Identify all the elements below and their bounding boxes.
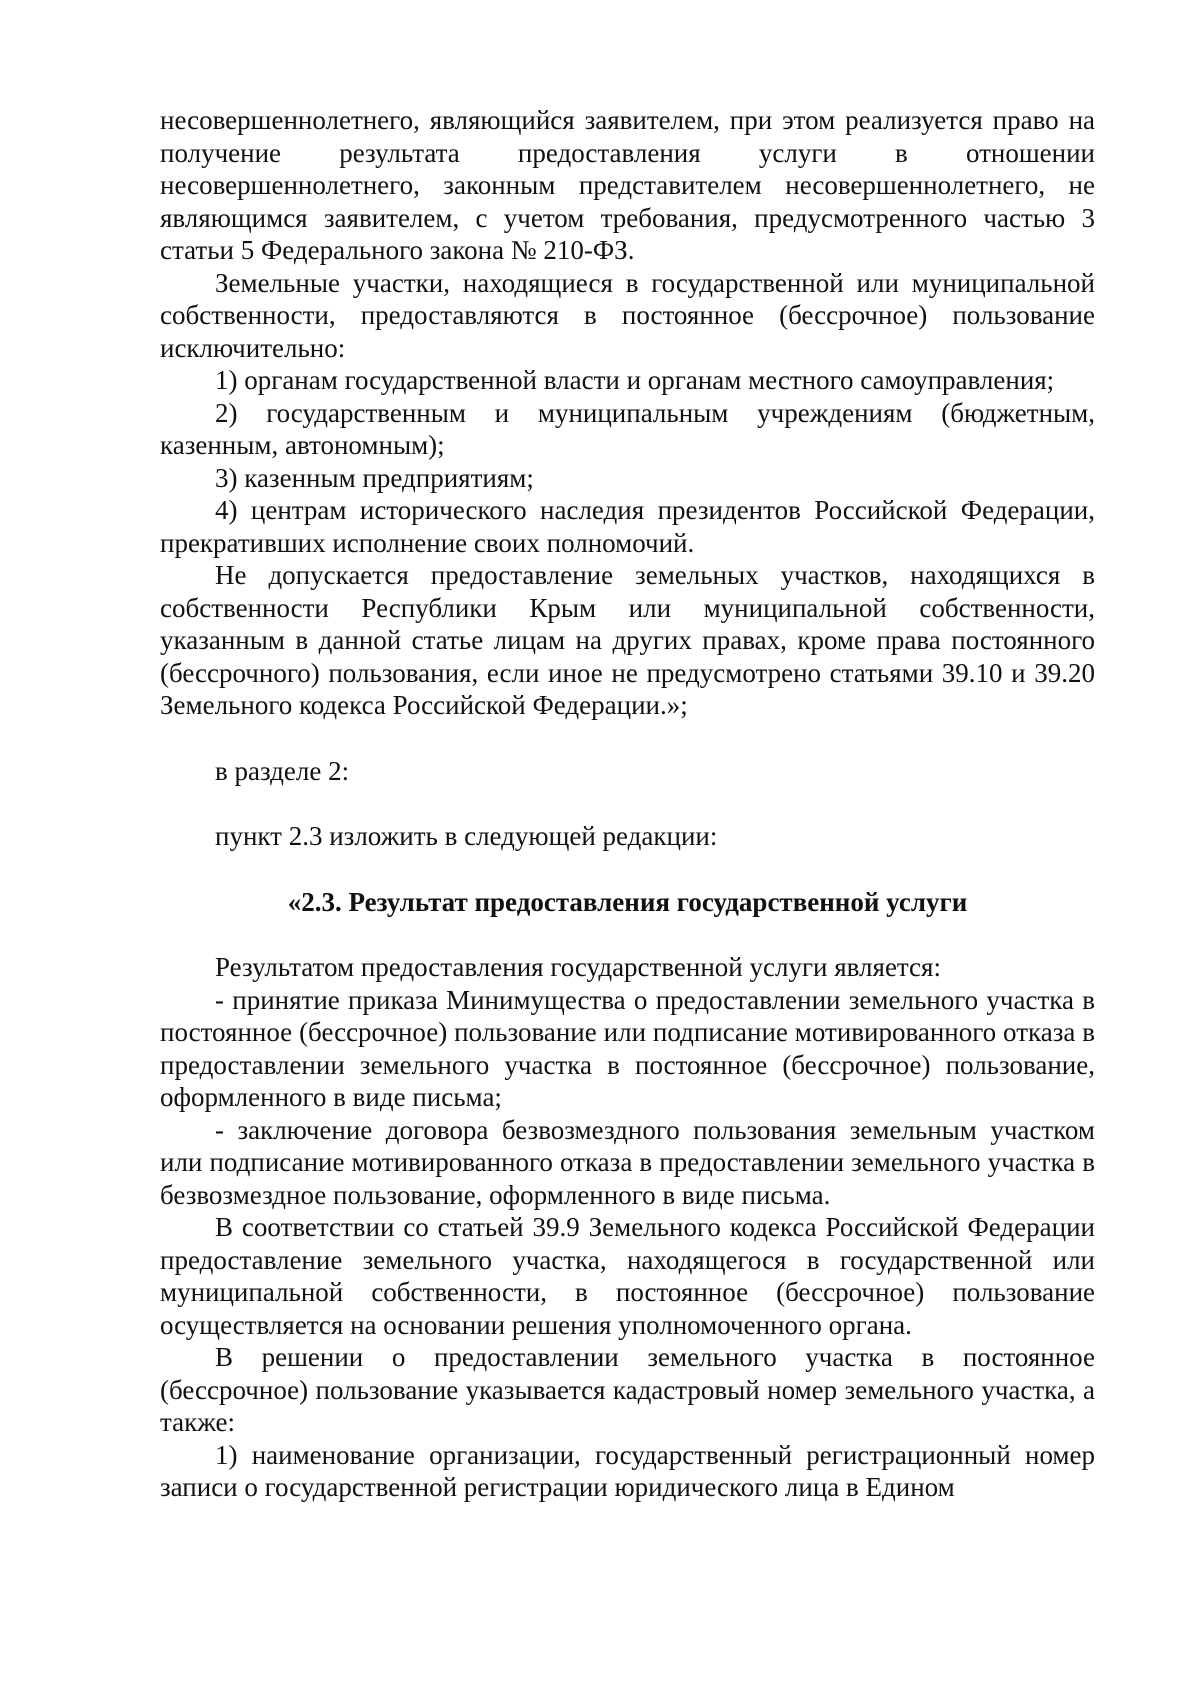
list-item-1: 1) органам государственной власти и органам местного самоуправления; bbox=[215, 365, 1055, 395]
paragraph-continuation: несовершеннолетнего, являющийся заявителем, при этом реализуется право на получение результата предоставления услуги в отношении несовершеннолетнего, законным представителем несовершеннолетнего, не являющимся заявителем, с учетом требования, предусмотренного частью 3 статьи 5 Федерального закона № 210-ФЗ. bbox=[160, 105, 1095, 265]
list-item-organization: 1) наименование организации, государственный регистрационный номер записи о государственной регистрации юридического лица в Едином bbox=[160, 1439, 1095, 1502]
paragraph-article-39-9: В соответствии со статьей 39.9 Земельного кодекса Российской Федерации предоставление земельного участка, находящегося в государственной или муниципальной собственности, в постоянное (бессрочное) пользование осуществляется на основании решения уполномоченного органа. bbox=[160, 1212, 1095, 1340]
paragraph-item-2-3: пункт 2.3 изложить в следующей редакции: bbox=[215, 821, 718, 851]
paragraph-not-allowed: Не допускается предоставление земельных участков, находящихся в собственности Республики Крым или муниципальной собственности, указанным в данной статье лицам на других правах, кроме права постоянного (бессрочного) пользования, если иное не предусмотрено статьями 39.10 и 39.20 Земельного кодекса Российской Федерации.»; bbox=[160, 560, 1095, 720]
list-item-3: 3) казенным предприятиям; bbox=[215, 462, 534, 493]
document-page bbox=[160, 104, 1095, 1504]
list-item-4: 4) центрам исторического наследия президентов Российской Федерации, прекративших исполнение своих полномочий. bbox=[160, 495, 1095, 558]
section-heading: «2.3. Результат предоставления государственной услуги bbox=[287, 886, 968, 917]
list-item-2: 2) государственным и муниципальным учреждениям (бюджетным, казенным, автономным); bbox=[160, 397, 1095, 460]
paragraph-section-2: в разделе 2: bbox=[215, 755, 350, 786]
paragraph-decision: В решении о предоставлении земельного участка в постоянное (бессрочное) пользование указывается кадастровый номер земельного участка, а также: bbox=[160, 1342, 1095, 1437]
bullet-order: - принятие приказа Минимущества о предоставлении земельного участка в постоянное (бессрочное) пользование или подписание мотивированного отказа в предоставлении земельного участка в постоянное (бессрочное) пользование, оформленного в виде письма; bbox=[160, 984, 1095, 1112]
paragraph-land-plots: Земельные участки, находящиеся в государственной или муниципальной собственности, предоставляются в постоянное (бессрочное) пользование исключительно: bbox=[160, 267, 1095, 363]
paragraph-result-intro: Результатом предоставления государственной услуги является: bbox=[215, 952, 941, 982]
bullet-contract: - заключение договора безвозмездного пользования земельным участком или подписание мотивированного отказа в предоставлении земельного участка в безвозмездное пользование, оформленного в виде письма. bbox=[160, 1114, 1095, 1210]
